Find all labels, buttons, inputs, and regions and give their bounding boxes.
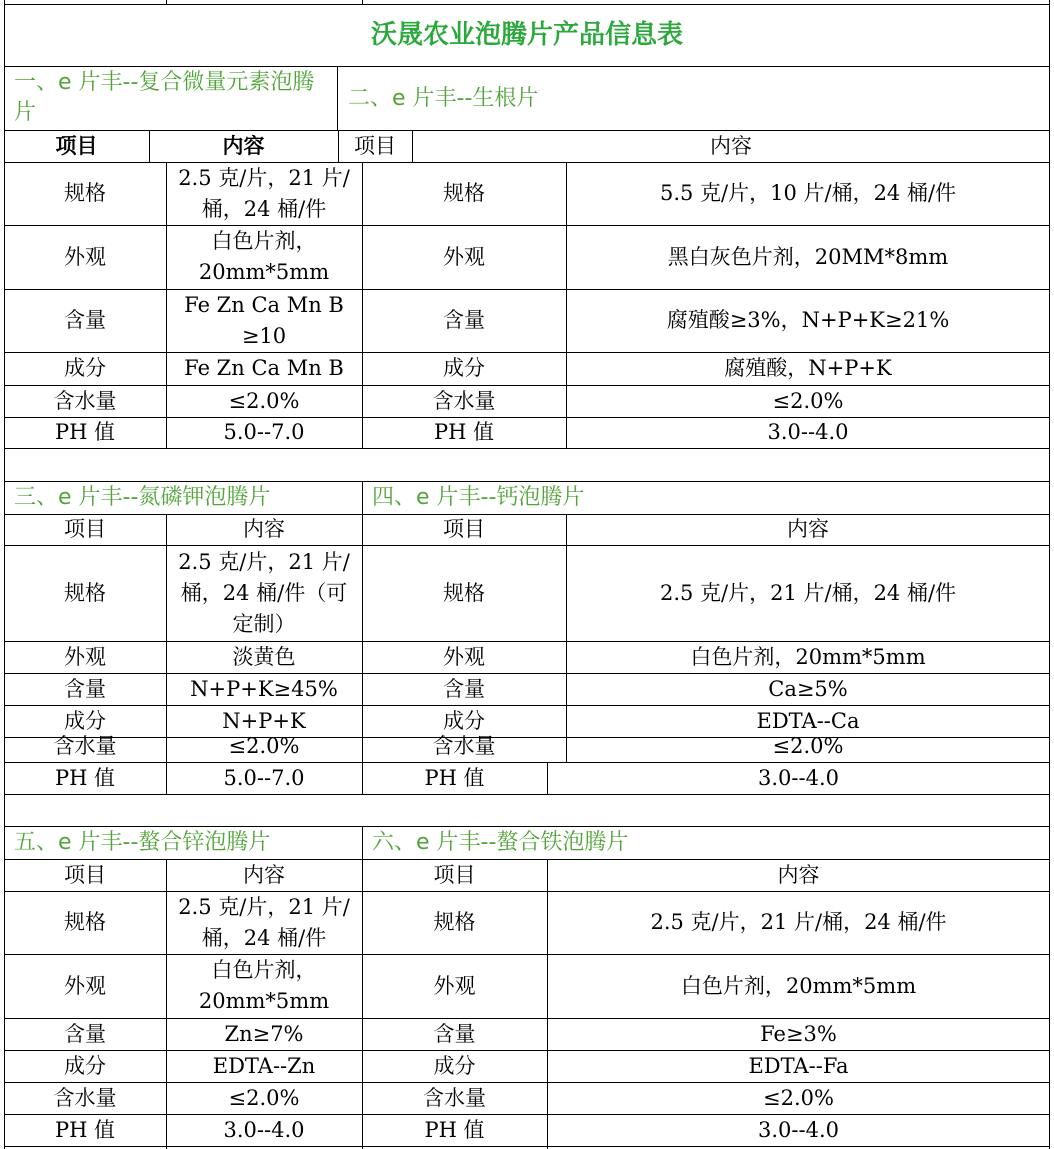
p4-row-value: 3.0--4.0: [758, 765, 839, 790]
p4-row-label: 外观: [443, 644, 485, 669]
product-3-name: 三、e 片丰--氮磷钾泡腾片: [14, 485, 271, 510]
p2-row-value: 3.0--4.0: [767, 420, 849, 444]
p2-row-label: 成分: [443, 356, 485, 380]
p5-row-label: 含量: [64, 1021, 106, 1046]
p4-row-value: ≤2.0%: [772, 734, 844, 758]
p2-row-value: 黑白灰色片剂，20MM*8mm: [667, 244, 949, 269]
p4-header-item: 项目: [443, 517, 485, 541]
p5-row-value: 3.0--4.0: [223, 1117, 305, 1142]
p5-row-label: 含水量: [53, 1085, 117, 1110]
p6-header-item: 项目: [433, 862, 476, 887]
p1-row-value: Fe Zn Ca Mn B: [184, 356, 344, 380]
p6-row-value: EDTA--Fa: [748, 1053, 849, 1078]
product-1-name: 一、e 片丰--复合微量元素泡腾片: [14, 70, 315, 125]
product-6-name: 六、e 片丰--螯合铁泡腾片: [372, 830, 629, 855]
p6-header-content: 内容: [777, 862, 820, 887]
product-5-name: 五、e 片丰--螯合锌泡腾片: [14, 830, 271, 855]
p2-row-value: 腐殖酸，N+P+K: [724, 356, 892, 380]
p4-row-label: 含水量: [432, 734, 496, 758]
p5-row-value: 2.5 克/片，21 片/桶，24 桶/件: [178, 894, 350, 950]
p3-row-label: 含量: [64, 676, 106, 701]
p3-row-label: PH 值: [54, 765, 116, 790]
p6-row-value: Fe≥3%: [760, 1021, 837, 1046]
p3-row-value: 5.0--7.0: [223, 765, 305, 790]
p6-row-value: 2.5 克/片，21 片/桶，24 桶/件: [650, 910, 947, 934]
p6-row-label: 外观: [433, 973, 476, 998]
p1-row-value: Fe Zn Ca Mn B ≥10: [184, 292, 344, 348]
p4-row-value: 2.5 克/片，21 片/桶，24 桶/件: [659, 580, 957, 605]
p1-row-value: 5.0--7.0: [223, 420, 305, 444]
p3-header-content: 内容: [243, 517, 285, 541]
p5-header-content: 内容: [243, 862, 285, 887]
p2-header-item: 项目: [354, 133, 396, 158]
p3-row-label: 规格: [64, 580, 106, 605]
p1-row-value: ≤2.0%: [228, 388, 300, 413]
p5-row-label: 规格: [64, 910, 106, 934]
product-4-name: 四、e 片丰--钙泡腾片: [372, 485, 585, 510]
p2-row-value: ≤2.0%: [772, 388, 844, 413]
p3-row-value: N+P+K: [222, 708, 306, 733]
product-2-name: 二、e 片丰--生根片: [348, 85, 539, 111]
p5-row-label: 成分: [64, 1053, 106, 1078]
p3-row-value: ≤2.0%: [228, 734, 300, 758]
p6-row-label: 含水量: [423, 1085, 486, 1110]
p5-row-value: 白色片剂，20mm*5mm: [198, 958, 330, 1013]
p1-row-label: 外观: [64, 244, 106, 269]
product-info-table: [4, 0, 1050, 1149]
p1-header-content: 内容: [222, 133, 265, 158]
p3-row-label: 成分: [64, 708, 106, 733]
p2-row-label: 规格: [443, 181, 485, 205]
p4-row-label: 含量: [443, 676, 485, 701]
p1-row-label: 含水量: [53, 388, 117, 413]
p4-row-label: 成分: [443, 708, 485, 733]
p5-row-label: PH 值: [54, 1117, 116, 1142]
p4-row-value: EDTA--Ca: [756, 708, 860, 733]
p1-row-label: PH 值: [54, 420, 116, 444]
p3-row-label: 外观: [64, 644, 106, 669]
p3-row-value: 淡黄色: [232, 644, 296, 669]
p5-row-value: ≤2.0%: [228, 1085, 300, 1110]
p5-row-value: EDTA--Zn: [212, 1053, 316, 1078]
p2-row-value: 5.5 克/片，10 片/桶，24 桶/件: [659, 181, 957, 205]
p1-row-value: 2.5 克/片，21 片/桶，24 桶/件: [178, 165, 350, 221]
p5-header-item: 项目: [64, 862, 106, 887]
p1-row-label: 成分: [64, 356, 106, 380]
p4-row-label: 规格: [443, 580, 485, 605]
p6-row-label: 规格: [433, 910, 476, 934]
p2-row-label: 外观: [443, 244, 485, 269]
p3-row-label: 含水量: [53, 734, 117, 758]
p4-header-content: 内容: [787, 517, 829, 541]
p3-header-item: 项目: [64, 517, 106, 541]
p2-row-label: PH 值: [433, 420, 495, 444]
p1-row-value: 白色片剂，20mm*5mm: [198, 229, 330, 284]
p1-row-label: 规格: [64, 181, 106, 205]
p1-row-label: 含量: [64, 308, 106, 332]
p2-row-label: 含量: [443, 308, 485, 332]
p4-row-label: PH 值: [424, 765, 485, 790]
p2-row-label: 含水量: [432, 388, 496, 413]
page-title: 沃晟农业泡腾片产品信息表: [370, 19, 683, 50]
p6-row-value: 3.0--4.0: [758, 1117, 839, 1142]
p6-row-label: 成分: [433, 1053, 476, 1078]
p5-row-label: 外观: [64, 973, 106, 998]
p3-row-value: 2.5 克/片，21 片/桶，24 桶/件（可定制）: [178, 549, 350, 636]
p6-row-label: 含量: [433, 1021, 476, 1046]
p6-row-label: PH 值: [424, 1117, 485, 1142]
p2-row-value: 腐殖酸≥3%，N+P+K≥21%: [666, 308, 950, 332]
p3-row-value: N+P+K≥45%: [190, 676, 338, 701]
p2-header-content: 内容: [710, 133, 752, 158]
p5-row-value: Zn≥7%: [224, 1021, 304, 1046]
p6-row-value: ≤2.0%: [763, 1085, 834, 1110]
p1-header-item: 项目: [55, 133, 98, 158]
p6-row-value: 白色片剂，20mm*5mm: [680, 973, 917, 998]
p4-row-value: Ca≥5%: [768, 676, 848, 701]
p4-row-value: 白色片剂，20mm*5mm: [690, 644, 926, 669]
